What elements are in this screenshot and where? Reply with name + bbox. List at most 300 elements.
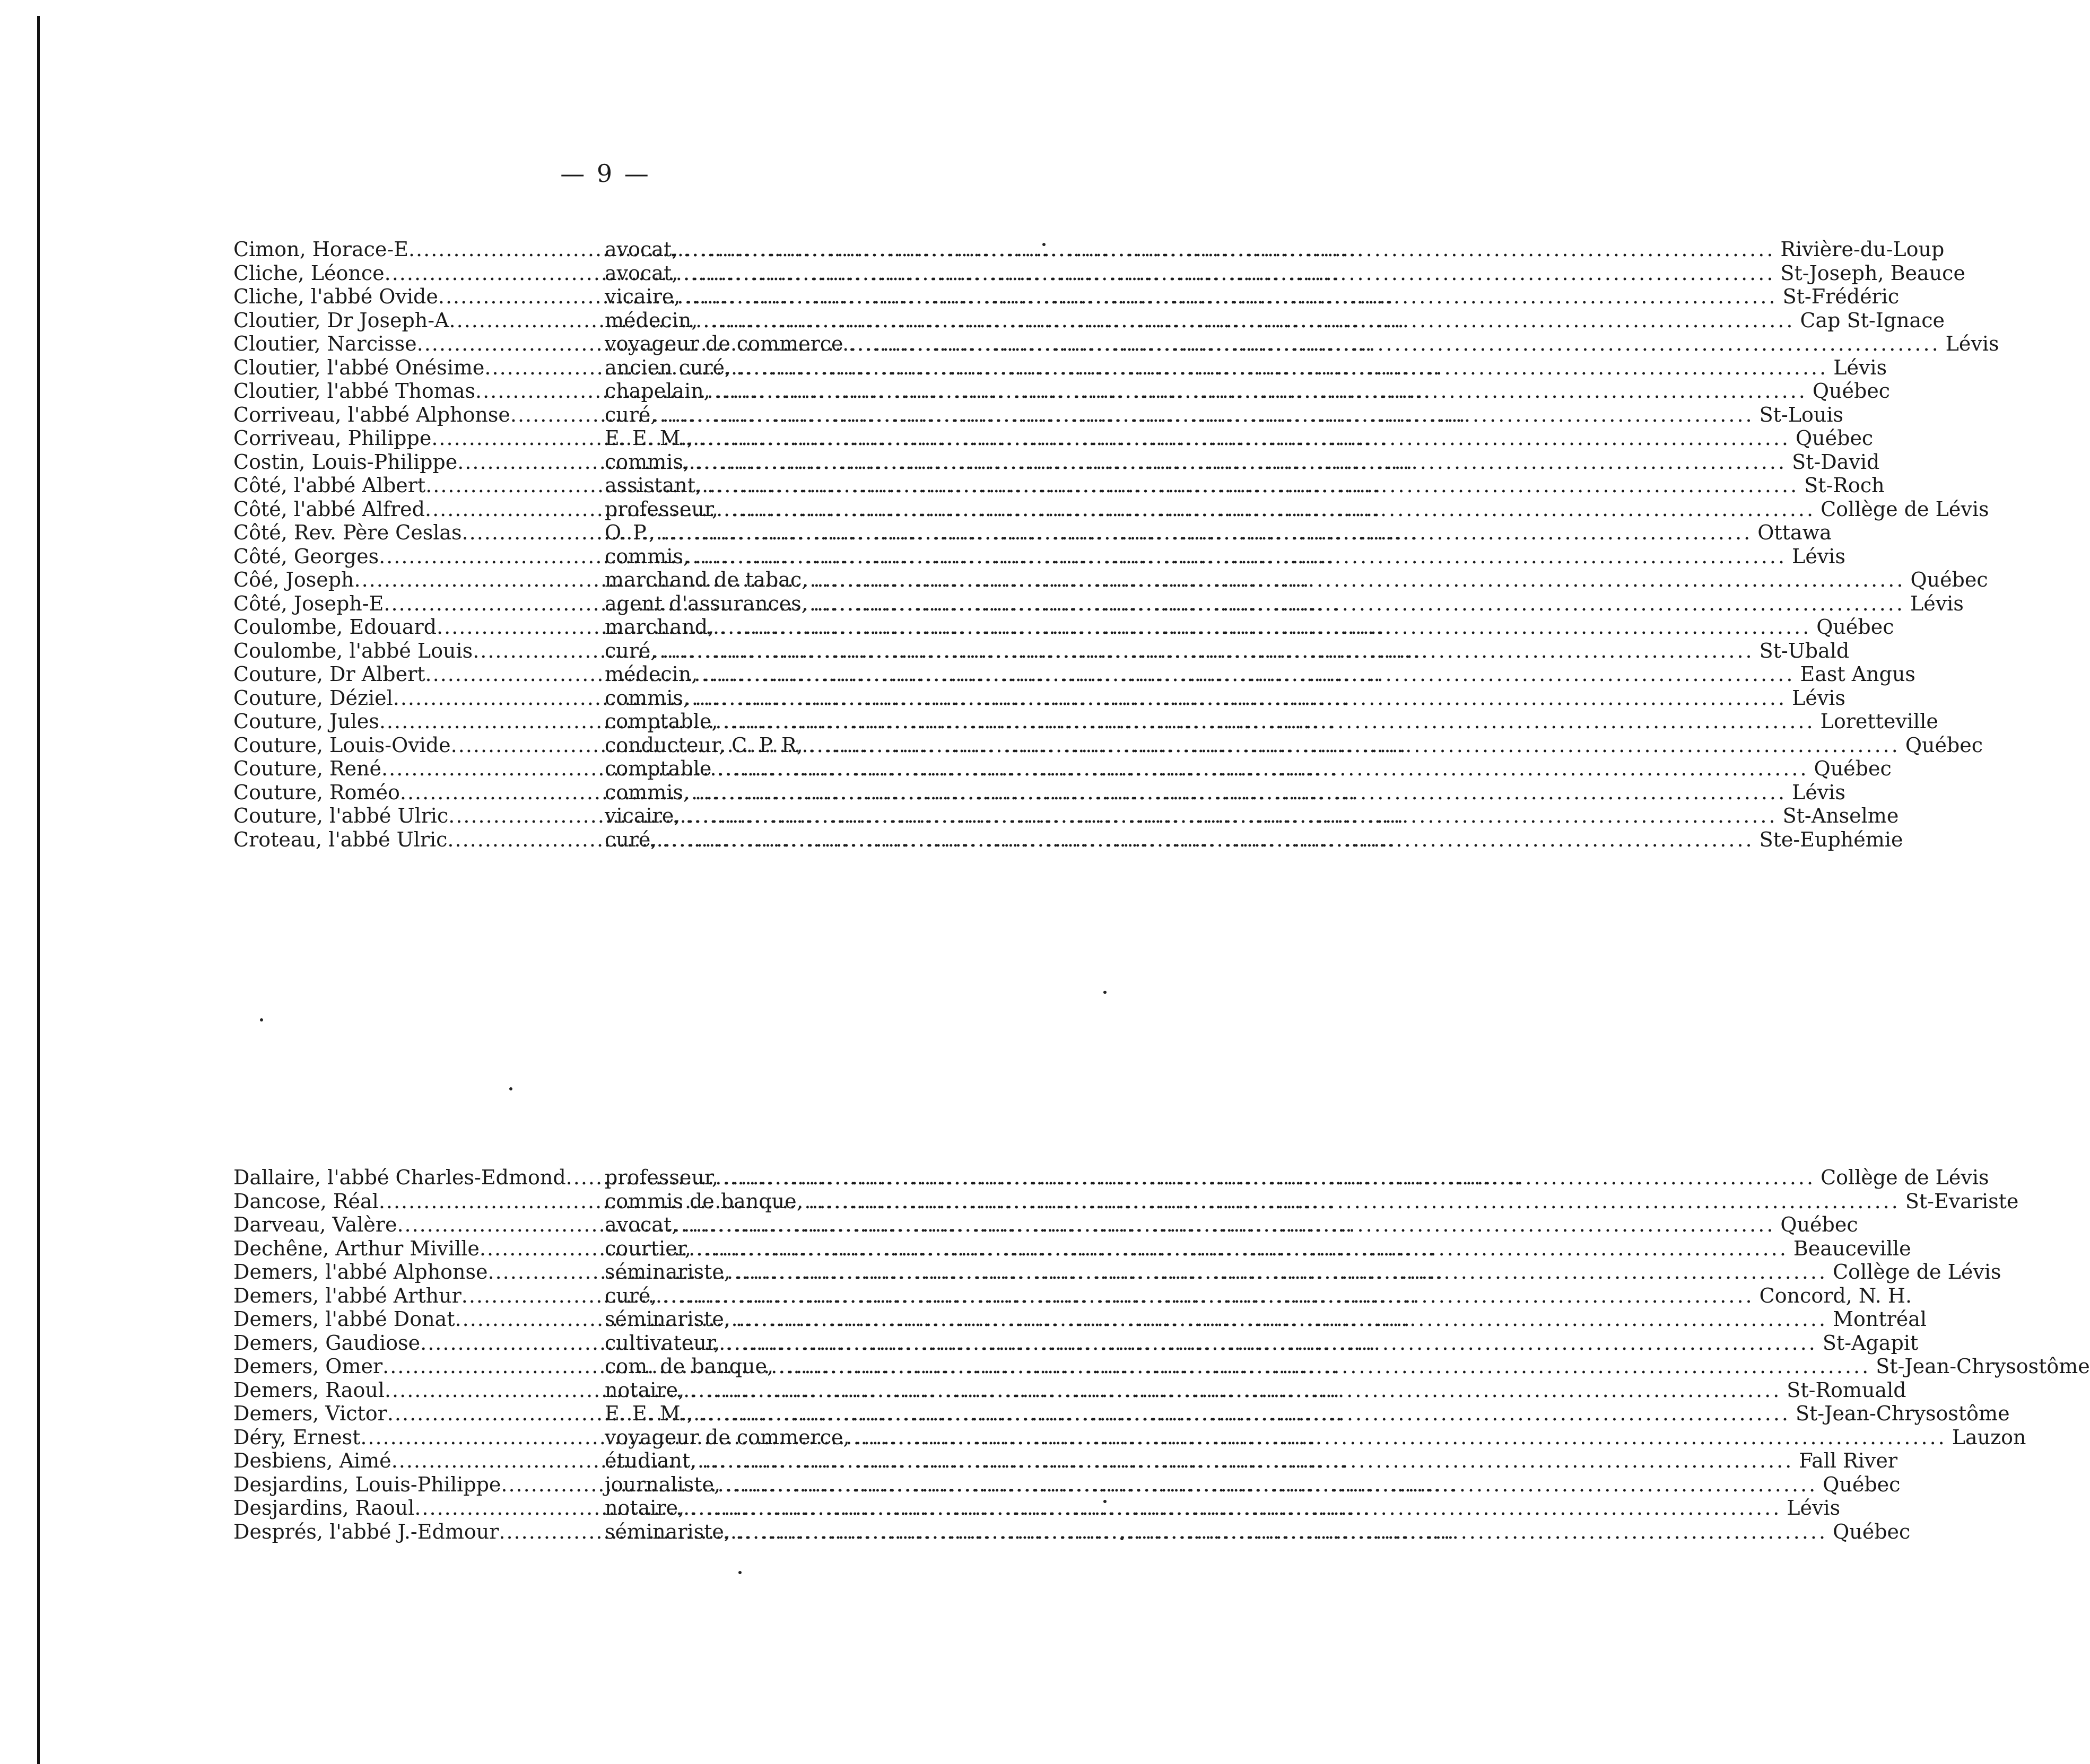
dot-leader — [850, 1426, 1952, 1449]
entry-name-column — [233, 639, 605, 663]
entry-occupation: commis, — [605, 450, 690, 474]
dot-leader — [693, 1402, 1796, 1426]
entry-name: Darveau, Valère — [233, 1213, 397, 1236]
entry-occupation: voyageur de commerce — [605, 332, 843, 355]
entry-name-column — [233, 521, 605, 545]
entry-occupation: séminariste, — [605, 1260, 730, 1283]
dot-leader — [437, 615, 605, 639]
entry-name-column — [233, 1473, 605, 1497]
dot-leader — [425, 474, 605, 497]
dot-leader — [397, 1213, 605, 1237]
entry-place: Lévis — [1792, 544, 1845, 568]
entry-name: Couture, Jules — [233, 710, 379, 733]
directory-entry — [233, 1449, 1898, 1473]
dot-leader — [690, 686, 1792, 710]
entry-place: Québec — [1833, 1520, 1911, 1543]
entry-place: St-David — [1792, 450, 1880, 474]
dot-leader — [843, 332, 1946, 356]
dot-leader — [680, 804, 1782, 828]
entry-place: Lauzon — [1952, 1425, 2026, 1449]
entry-detail-column — [605, 639, 1849, 663]
dot-leader — [455, 1307, 605, 1331]
entry-name-column — [233, 1213, 605, 1237]
entry-detail-column — [605, 1190, 2018, 1213]
entry-place: East Angus — [1800, 662, 1915, 686]
entry-place: Collège de Lévis — [1821, 1166, 1989, 1189]
entry-place: Ste-Euphémie — [1759, 827, 1903, 851]
entry-detail-column — [605, 1402, 2010, 1426]
dot-leader — [510, 403, 605, 427]
directory-entry — [233, 308, 1945, 333]
dot-leader — [684, 1496, 1787, 1520]
entry-name-column — [233, 686, 605, 710]
entry-name: Côté, Joseph-E — [233, 591, 384, 615]
entry-place: Cap St-Ignace — [1800, 308, 1945, 332]
entry-detail-column — [605, 1355, 2090, 1378]
entry-occupation: séminariste, — [605, 1307, 730, 1331]
entry-name-column — [233, 1378, 605, 1402]
entry-detail-column — [605, 710, 1938, 733]
entry-name-column — [233, 1496, 605, 1520]
directory-entry — [233, 568, 1988, 592]
entry-name-column — [233, 592, 605, 616]
directory-entry — [233, 639, 1850, 663]
dot-leader — [678, 261, 1780, 285]
entry-name: Demers, Omer — [233, 1355, 383, 1378]
entry-name: Desjardins, Louis-Philippe — [233, 1472, 501, 1496]
entry-place: Lévis — [1792, 686, 1845, 710]
entry-detail-column — [605, 1260, 2001, 1284]
directory-entry — [233, 591, 1964, 616]
entry-name-column — [233, 757, 605, 781]
entry-occupation: avocat, — [605, 261, 678, 285]
dot-leader — [501, 1473, 605, 1497]
entry-name: Couture, Roméo — [233, 780, 400, 804]
entry-occupation: professeur, — [605, 1166, 718, 1189]
entry-place: Montréal — [1833, 1307, 1927, 1331]
entry-name: Côté, Rev. Père Ceslas — [233, 521, 462, 544]
directory-entry — [233, 1496, 1841, 1520]
entry-detail-column — [605, 568, 1988, 592]
entry-place: Concord, N. H. — [1759, 1283, 1912, 1307]
dot-leader — [684, 1378, 1787, 1402]
dot-leader — [379, 1190, 605, 1213]
dot-leader — [657, 639, 1760, 663]
entry-detail-column — [605, 450, 1879, 474]
entry-occupation: avocat, — [605, 238, 678, 261]
dot-leader — [803, 1190, 1905, 1213]
entry-place: St-Jean-Chrysostôme — [1796, 1402, 2010, 1425]
entry-occupation: notaire, — [605, 1496, 685, 1520]
ink-speck — [1103, 991, 1107, 994]
ink-speck — [1120, 1537, 1124, 1540]
directory-entry — [233, 1331, 1919, 1355]
entry-place: Québec — [1812, 379, 1891, 403]
entry-place: St-Romuald — [1787, 1378, 1906, 1402]
directory-entry — [233, 780, 1845, 805]
entry-detail-column — [605, 804, 1899, 828]
entry-name: Couture, l'abbé Ulric — [233, 804, 449, 827]
directory-section-d — [233, 1166, 2090, 1543]
entry-name: Desbiens, Aimé — [233, 1449, 391, 1472]
entry-detail-column — [605, 309, 1945, 333]
dot-leader — [484, 356, 605, 380]
entry-occupation: comptable — [605, 757, 712, 780]
entry-occupation: médecin, — [605, 308, 698, 332]
dot-leader — [698, 309, 1800, 333]
dot-leader — [657, 403, 1760, 427]
entry-place: Québec — [1780, 1213, 1858, 1236]
entry-name-column — [233, 781, 605, 805]
entry-place: Collège de Lévis — [1833, 1260, 2001, 1283]
entry-occupation: avocat, — [605, 1213, 678, 1236]
dot-leader — [425, 497, 605, 521]
directory-entry — [233, 474, 1885, 497]
entry-name-column — [233, 828, 605, 852]
directory-entry — [233, 1425, 2026, 1449]
dot-leader — [702, 474, 1804, 497]
entry-name: Demers, Victor — [233, 1402, 387, 1425]
entry-name: Cloutier, l'abbé Thomas — [233, 379, 475, 403]
entry-name-column — [233, 1166, 605, 1190]
entry-name: Demers, l'abbé Arthur — [233, 1283, 461, 1307]
dot-leader — [678, 1213, 1780, 1237]
dot-leader — [696, 1449, 1799, 1473]
ink-speck — [509, 1087, 512, 1090]
entry-detail-column — [605, 662, 1915, 686]
entry-detail-column — [605, 1378, 1906, 1402]
dot-leader — [457, 450, 605, 474]
dot-leader — [730, 1307, 1833, 1331]
entry-occupation: séminariste, — [605, 1520, 730, 1543]
entry-place: Québec — [1814, 757, 1892, 780]
dot-leader — [379, 545, 605, 569]
entry-name-column — [233, 804, 605, 828]
entry-name-column — [233, 1260, 605, 1284]
entry-name: Côté, Georges — [233, 544, 379, 568]
dot-leader — [714, 615, 1816, 639]
directory-entry — [233, 1260, 2001, 1284]
directory-entry — [233, 238, 1945, 261]
dot-leader — [711, 757, 1814, 781]
dot-leader — [391, 1449, 605, 1473]
entry-detail-column — [605, 1496, 1840, 1520]
directory-entry — [233, 497, 1989, 521]
entry-name: Cloutier, l'abbé Onésime — [233, 355, 485, 379]
dot-leader — [461, 1284, 605, 1308]
entry-place: St-Evariste — [1905, 1189, 2019, 1213]
entry-name: Côté, l'abbé Alfred — [233, 497, 425, 521]
ink-speck — [738, 1571, 742, 1574]
dot-leader — [449, 309, 605, 333]
dot-leader — [773, 1355, 1876, 1378]
entry-name-column — [233, 1190, 605, 1213]
directory-entry — [233, 379, 1891, 403]
entry-detail-column — [605, 379, 1890, 403]
directory-entry — [233, 1189, 2019, 1213]
directory-entry — [233, 1213, 1858, 1237]
entry-place: Lévis — [1792, 780, 1845, 804]
entry-name-column — [233, 1520, 605, 1544]
dot-leader — [488, 1260, 605, 1284]
entry-detail-column — [605, 332, 1999, 356]
entry-name-column — [233, 1449, 605, 1473]
directory-entry — [233, 1236, 1911, 1261]
entry-name: Corriveau, l'abbé Alphonse — [233, 403, 510, 426]
dot-leader — [690, 545, 1792, 569]
directory-entry — [233, 261, 1965, 285]
entry-detail-column — [605, 497, 1989, 521]
entry-detail-column — [605, 781, 1845, 805]
entry-detail-column — [605, 285, 1899, 309]
entry-occupation: E. E. M., — [605, 426, 693, 450]
directory-section-c — [233, 238, 1999, 851]
dot-leader — [462, 521, 605, 545]
dot-leader — [718, 1166, 1821, 1190]
entry-occupation: curé, — [605, 639, 657, 662]
entry-occupation: étudiant, — [605, 1449, 697, 1472]
dot-leader — [718, 497, 1821, 521]
entry-place: St-Roch — [1804, 474, 1885, 497]
entry-place: St-Louis — [1759, 403, 1844, 426]
entry-detail-column — [605, 1520, 1910, 1544]
directory-entry — [233, 1283, 1912, 1308]
dot-leader — [473, 639, 605, 663]
entry-name-column — [233, 1331, 605, 1355]
entry-name: Després, l'abbé J.-Edmour — [233, 1520, 499, 1543]
entry-detail-column — [605, 238, 1944, 261]
entry-name: Desjardins, Raoul — [233, 1496, 415, 1520]
entry-name-column — [233, 450, 605, 474]
entry-occupation: agent d'assurances, — [605, 591, 808, 615]
entry-occupation: courtier, — [605, 1236, 691, 1260]
dot-leader — [384, 592, 605, 616]
dot-leader — [803, 733, 1905, 757]
entry-occupation: marchand de tabac, — [605, 568, 808, 591]
directory-entry — [233, 1402, 2010, 1426]
entry-name: Demers, l'abbé Alphonse — [233, 1260, 488, 1283]
entry-place: St-Ubald — [1759, 639, 1850, 662]
entry-name: Dallaire, l'abbé Charles-Edmond — [233, 1166, 566, 1189]
directory-entry — [233, 686, 1845, 710]
dot-leader — [710, 379, 1813, 403]
entry-occupation: commis de banque, — [605, 1189, 803, 1213]
entry-place: Lévis — [1945, 332, 1999, 355]
directory-entry — [233, 544, 1845, 569]
entry-place: Québec — [1823, 1472, 1901, 1496]
entry-name: Cloutier, Narcisse — [233, 332, 417, 355]
entry-name-column — [233, 545, 605, 569]
dot-leader — [438, 285, 605, 309]
dot-leader — [678, 238, 1780, 261]
entry-name-column — [233, 662, 605, 686]
directory-entry — [233, 355, 1887, 380]
entry-name-column — [233, 403, 605, 427]
entry-place: Québec — [1816, 615, 1894, 639]
dot-leader — [385, 261, 605, 285]
entry-name: Côté, l'abbé Albert — [233, 474, 426, 497]
dot-leader — [680, 285, 1782, 309]
entry-occupation: journaliste, — [605, 1472, 721, 1496]
ink-speck — [1103, 1500, 1107, 1503]
dot-leader — [730, 1520, 1833, 1544]
entry-name: Cliche, l'abbé Ovide — [233, 285, 438, 308]
entry-detail-column — [605, 1331, 1918, 1355]
entry-name-column — [233, 1307, 605, 1331]
entry-detail-column — [605, 474, 1885, 497]
dot-leader — [691, 1237, 1793, 1261]
dot-leader — [393, 686, 605, 710]
entry-name: Dancose, Réal — [233, 1189, 379, 1213]
dot-leader — [417, 332, 605, 356]
entry-name: Croteau, l'abbé Ulric — [233, 827, 448, 851]
entry-name-column — [233, 332, 605, 356]
entry-detail-column — [605, 545, 1845, 569]
entry-name-column — [233, 1237, 605, 1261]
dot-leader — [448, 804, 605, 828]
entry-detail-column — [605, 1426, 2026, 1449]
entry-name: Coulombe, Edouard — [233, 615, 437, 639]
dot-leader — [657, 828, 1760, 852]
dot-leader — [425, 662, 605, 686]
entry-occupation: chapelain, — [605, 379, 710, 403]
dot-leader — [354, 568, 605, 592]
entry-detail-column — [605, 521, 1832, 545]
entry-name-column — [233, 474, 605, 497]
dot-leader — [730, 1260, 1833, 1284]
entry-place: Québec — [1910, 568, 1988, 591]
entry-name-column — [233, 1284, 605, 1308]
entry-place: Lévis — [1787, 1496, 1841, 1520]
dot-leader — [566, 1166, 605, 1190]
entry-detail-column — [605, 592, 1964, 616]
entry-detail-column — [605, 1237, 1911, 1261]
dot-leader — [400, 781, 605, 805]
entry-name-column — [233, 261, 605, 285]
dot-leader — [451, 733, 605, 757]
entry-name-column — [233, 568, 605, 592]
entry-occupation: marchand, — [605, 615, 715, 639]
dot-leader — [360, 1426, 605, 1449]
dot-leader — [657, 1284, 1760, 1308]
entry-name: Costin, Louis-Philippe — [233, 450, 458, 474]
directory-entry — [233, 1472, 1901, 1497]
entry-place: St-Frédéric — [1782, 285, 1900, 308]
directory-entry — [233, 733, 1983, 757]
entry-name: Demers, Gaudiose — [233, 1331, 421, 1355]
entry-name: Couture, Déziel — [233, 686, 393, 710]
entry-place: St-Jean-Chrysostôme — [1876, 1355, 2090, 1378]
page-number: — 9 — — [560, 159, 651, 188]
entry-name-column — [233, 497, 605, 521]
directory-entry — [233, 521, 1832, 545]
dot-leader — [808, 592, 1910, 616]
entry-name: Demers, Raoul — [233, 1378, 385, 1402]
entry-occupation: comptable, — [605, 710, 718, 733]
binding-edge-rule — [37, 16, 40, 1764]
entry-occupation: O. P., — [605, 521, 656, 544]
entry-place: Fall River — [1799, 1449, 1898, 1472]
dot-leader — [655, 521, 1757, 545]
entry-name: Coulombe, l'abbé Louis — [233, 639, 473, 662]
entry-name-column — [233, 1402, 605, 1426]
entry-detail-column — [605, 1213, 1858, 1237]
entry-place: Ottawa — [1757, 521, 1832, 544]
entry-occupation: assistant, — [605, 474, 702, 497]
entry-name-column — [233, 1426, 605, 1449]
entry-name: Cliche, Léonce — [233, 261, 385, 285]
entry-occupation: professeur, — [605, 497, 718, 521]
dot-leader — [475, 379, 605, 403]
dot-leader — [499, 1520, 605, 1544]
entry-place: St-Anselme — [1782, 804, 1899, 827]
entry-occupation: conducteur, C. P. R, — [605, 733, 803, 757]
dot-leader — [720, 1473, 1823, 1497]
directory-entry — [233, 332, 1999, 356]
dot-leader — [379, 710, 605, 733]
entry-name: Couture, Louis-Ovide — [233, 733, 451, 757]
directory-entry — [233, 450, 1880, 474]
dot-leader — [408, 238, 605, 261]
entry-place: Québec — [1796, 426, 1874, 450]
directory-entry — [233, 757, 1892, 781]
directory-entry — [233, 285, 1900, 309]
entry-place: Rivière-du-Loup — [1780, 238, 1945, 261]
directory-entry — [233, 710, 1938, 733]
entry-name: Demers, l'abbé Donat — [233, 1307, 455, 1331]
dot-leader — [720, 1331, 1823, 1355]
entry-detail-column — [605, 1166, 1989, 1190]
entry-occupation: vicaire, — [605, 804, 681, 827]
entry-name-column — [233, 710, 605, 733]
entry-detail-column — [605, 1307, 1927, 1331]
entry-occupation: cultivateur, — [605, 1331, 720, 1355]
entry-detail-column — [605, 757, 1892, 781]
directory-entry — [233, 1520, 1911, 1544]
directory-entry — [233, 615, 1894, 639]
entry-detail-column — [605, 403, 1843, 427]
dot-leader — [718, 710, 1821, 733]
dot-leader — [698, 662, 1800, 686]
entry-name: Côé, Joseph — [233, 568, 354, 591]
directory-entry — [233, 426, 1874, 450]
entry-occupation: ancien curé, — [605, 355, 732, 379]
entry-place: Beauceville — [1793, 1236, 1911, 1260]
entry-name-column — [233, 733, 605, 757]
entry-occupation: curé, — [605, 1283, 657, 1307]
dot-leader — [808, 568, 1910, 592]
entry-name: Couture, René — [233, 757, 382, 780]
entry-occupation: curé, — [605, 827, 657, 851]
entry-place: St-Agapit — [1822, 1331, 1919, 1355]
entry-detail-column — [605, 1473, 1900, 1497]
entry-name-column — [233, 1355, 605, 1378]
entry-occupation: commis, — [605, 544, 690, 568]
entry-name: Couture, Dr Albert — [233, 662, 425, 686]
dot-leader — [431, 426, 605, 450]
dot-leader — [414, 1496, 605, 1520]
entry-occupation: com. de banque, — [605, 1355, 774, 1378]
entry-occupation: curé, — [605, 403, 657, 426]
ink-speck — [1042, 243, 1046, 246]
entry-detail-column — [605, 828, 1903, 852]
entry-name-column — [233, 379, 605, 403]
entry-place: St-Joseph, Beauce — [1780, 261, 1965, 285]
dot-leader — [731, 356, 1833, 380]
entry-name-column — [233, 285, 605, 309]
entry-place: Loretteville — [1820, 710, 1938, 733]
dot-leader — [690, 781, 1792, 805]
